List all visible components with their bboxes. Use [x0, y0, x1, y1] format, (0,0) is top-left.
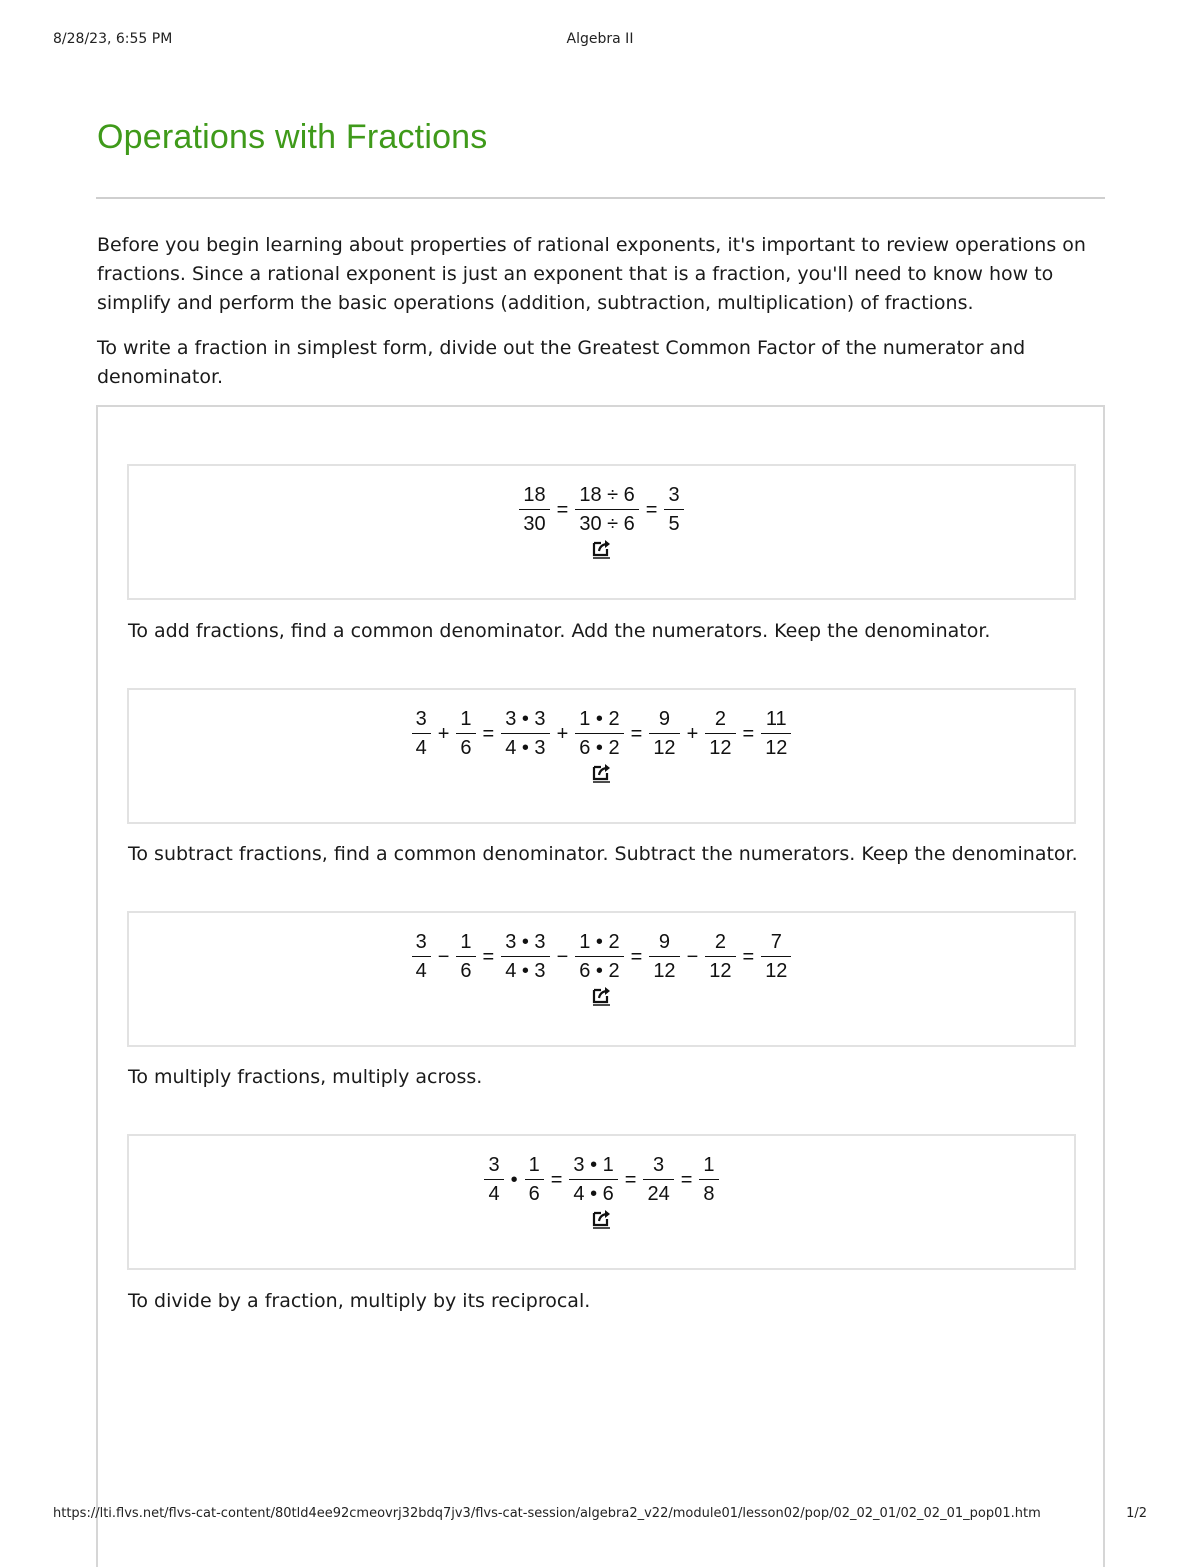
- denominator: 12: [761, 956, 791, 982]
- operator: =: [645, 498, 658, 521]
- operator: =: [624, 1168, 637, 1191]
- denominator: 4: [484, 1179, 503, 1205]
- fraction: [519, 484, 549, 535]
- operator: =: [482, 945, 495, 968]
- numerator: 3: [668, 484, 680, 506]
- page-number: 1/2: [1126, 1506, 1147, 1521]
- multiply-rule-text: To multiply fractions, multiply across.: [128, 1066, 483, 1088]
- multiply-equation-box: [127, 1134, 1076, 1270]
- denominator: 5: [664, 509, 683, 535]
- denominator: 30 ÷ 6: [575, 509, 638, 535]
- operator: =: [550, 1168, 563, 1191]
- page-title: Operations with Fractions: [97, 118, 488, 156]
- denominator: 4 • 6: [569, 1179, 617, 1205]
- denominator: 12: [649, 733, 679, 759]
- fraction: [412, 931, 431, 982]
- denominator: 24: [643, 1179, 673, 1205]
- numerator: 3 • 1: [573, 1154, 614, 1176]
- denominator: 6: [525, 1179, 544, 1205]
- numerator: 1 • 2: [579, 931, 620, 953]
- fraction: [484, 1154, 503, 1205]
- numerator: 3: [415, 931, 427, 953]
- numerator: 9: [658, 708, 670, 730]
- open-in-new-icon[interactable]: [590, 760, 614, 784]
- operator: =: [556, 498, 569, 521]
- fraction: [705, 931, 735, 982]
- numerator: 1: [460, 931, 472, 953]
- fraction: [699, 1154, 718, 1205]
- fraction: [501, 708, 549, 759]
- fraction: [705, 708, 735, 759]
- simplest-form-paragraph: To write a fraction in simplest form, divide out the Greatest Common Factor of the numerator and denominator.: [97, 337, 1026, 388]
- simplify-equation: [129, 484, 1074, 535]
- numerator: 11: [765, 708, 787, 730]
- fraction: [412, 708, 431, 759]
- open-in-new-icon[interactable]: [590, 1206, 614, 1230]
- numerator: 2: [714, 931, 726, 953]
- operator: +: [437, 722, 450, 745]
- print-doc-title: Algebra II: [566, 31, 634, 47]
- denominator: 12: [705, 733, 735, 759]
- numerator: 3: [488, 1154, 500, 1176]
- denominator: 4 • 3: [501, 956, 549, 982]
- denominator: 4: [412, 733, 431, 759]
- operator: =: [630, 945, 643, 968]
- fraction: [664, 484, 683, 535]
- operator: =: [742, 722, 755, 745]
- simplify-equation-box: [127, 464, 1076, 600]
- numerator: 3: [415, 708, 427, 730]
- fraction: [649, 931, 679, 982]
- multiply-equation: [129, 1154, 1074, 1205]
- numerator: 3: [653, 1154, 665, 1176]
- denominator: 12: [761, 733, 791, 759]
- fraction: [643, 1154, 673, 1205]
- fraction: [649, 708, 679, 759]
- numerator: 1 • 2: [579, 708, 620, 730]
- fraction: [575, 931, 623, 982]
- fraction: [456, 931, 475, 982]
- denominator: 4: [412, 956, 431, 982]
- numerator: 1: [528, 1154, 540, 1176]
- denominator: 6: [456, 733, 475, 759]
- open-in-new-icon[interactable]: [590, 983, 614, 1007]
- divide-rule-text: To divide by a fraction, multiply by its reciprocal.: [128, 1290, 591, 1312]
- denominator: 30: [519, 509, 549, 535]
- operator: =: [630, 722, 643, 745]
- fraction: [761, 931, 791, 982]
- operator: •: [510, 1168, 518, 1191]
- subtract-equation-box: [127, 911, 1076, 1047]
- subtract-rule-text: To subtract fractions, find a common denominator. Subtract the numerators. Keep the denominator.: [128, 843, 1078, 865]
- fraction: [575, 484, 638, 535]
- numerator: 3 • 3: [505, 708, 546, 730]
- denominator: 4 • 3: [501, 733, 549, 759]
- fraction: [761, 708, 791, 759]
- denominator: 8: [699, 1179, 718, 1205]
- denominator: 12: [705, 956, 735, 982]
- fraction: [525, 1154, 544, 1205]
- print-datetime: 8/28/23, 6:55 PM: [53, 31, 173, 47]
- fraction: [501, 931, 549, 982]
- numerator: 18: [523, 484, 546, 506]
- fraction: [575, 708, 623, 759]
- operator: =: [680, 1168, 693, 1191]
- denominator: 6 • 2: [575, 733, 623, 759]
- add-equation-box: [127, 688, 1076, 824]
- operator: +: [686, 722, 699, 745]
- denominator: 6 • 2: [575, 956, 623, 982]
- numerator: 2: [714, 708, 726, 730]
- add-equation: [129, 708, 1074, 759]
- operator: +: [556, 722, 569, 745]
- numerator: 7: [770, 931, 782, 953]
- add-rule-text: To add fractions, find a common denominator. Add the numerators. Keep the denominator.: [128, 620, 991, 642]
- open-in-new-icon[interactable]: [590, 536, 614, 560]
- subtract-equation: [129, 931, 1074, 982]
- operator: =: [742, 945, 755, 968]
- operator: −: [437, 945, 450, 968]
- numerator: 1: [703, 1154, 715, 1176]
- denominator: 12: [649, 956, 679, 982]
- operator: =: [482, 722, 495, 745]
- denominator: 6: [456, 956, 475, 982]
- numerator: 9: [658, 931, 670, 953]
- intro-paragraph: Before you begin learning about properties of rational exponents, it's important to review operations on fractions. Since a rational exponent is just an exponent that is a fraction, you'll need to know how to simplify and perform the basic operations (addition, subtraction, multiplication) of fractions.: [97, 234, 1086, 314]
- numerator: 3 • 3: [505, 931, 546, 953]
- numerator: 1: [460, 708, 472, 730]
- numerator: 18 ÷ 6: [579, 484, 635, 506]
- operator: −: [686, 945, 699, 968]
- fraction: [456, 708, 475, 759]
- title-divider: [96, 197, 1105, 199]
- page-url[interactable]: https://lti.flvs.net/flvs-cat-content/80tld4ee92cmeovrj32bdq7jv3/flvs-cat-session/algebra2_v22/module01/lesson02/pop/02_02_01/02_02_01_pop01.htm: [53, 1506, 1041, 1521]
- operator: −: [556, 945, 569, 968]
- fraction: [569, 1154, 617, 1205]
